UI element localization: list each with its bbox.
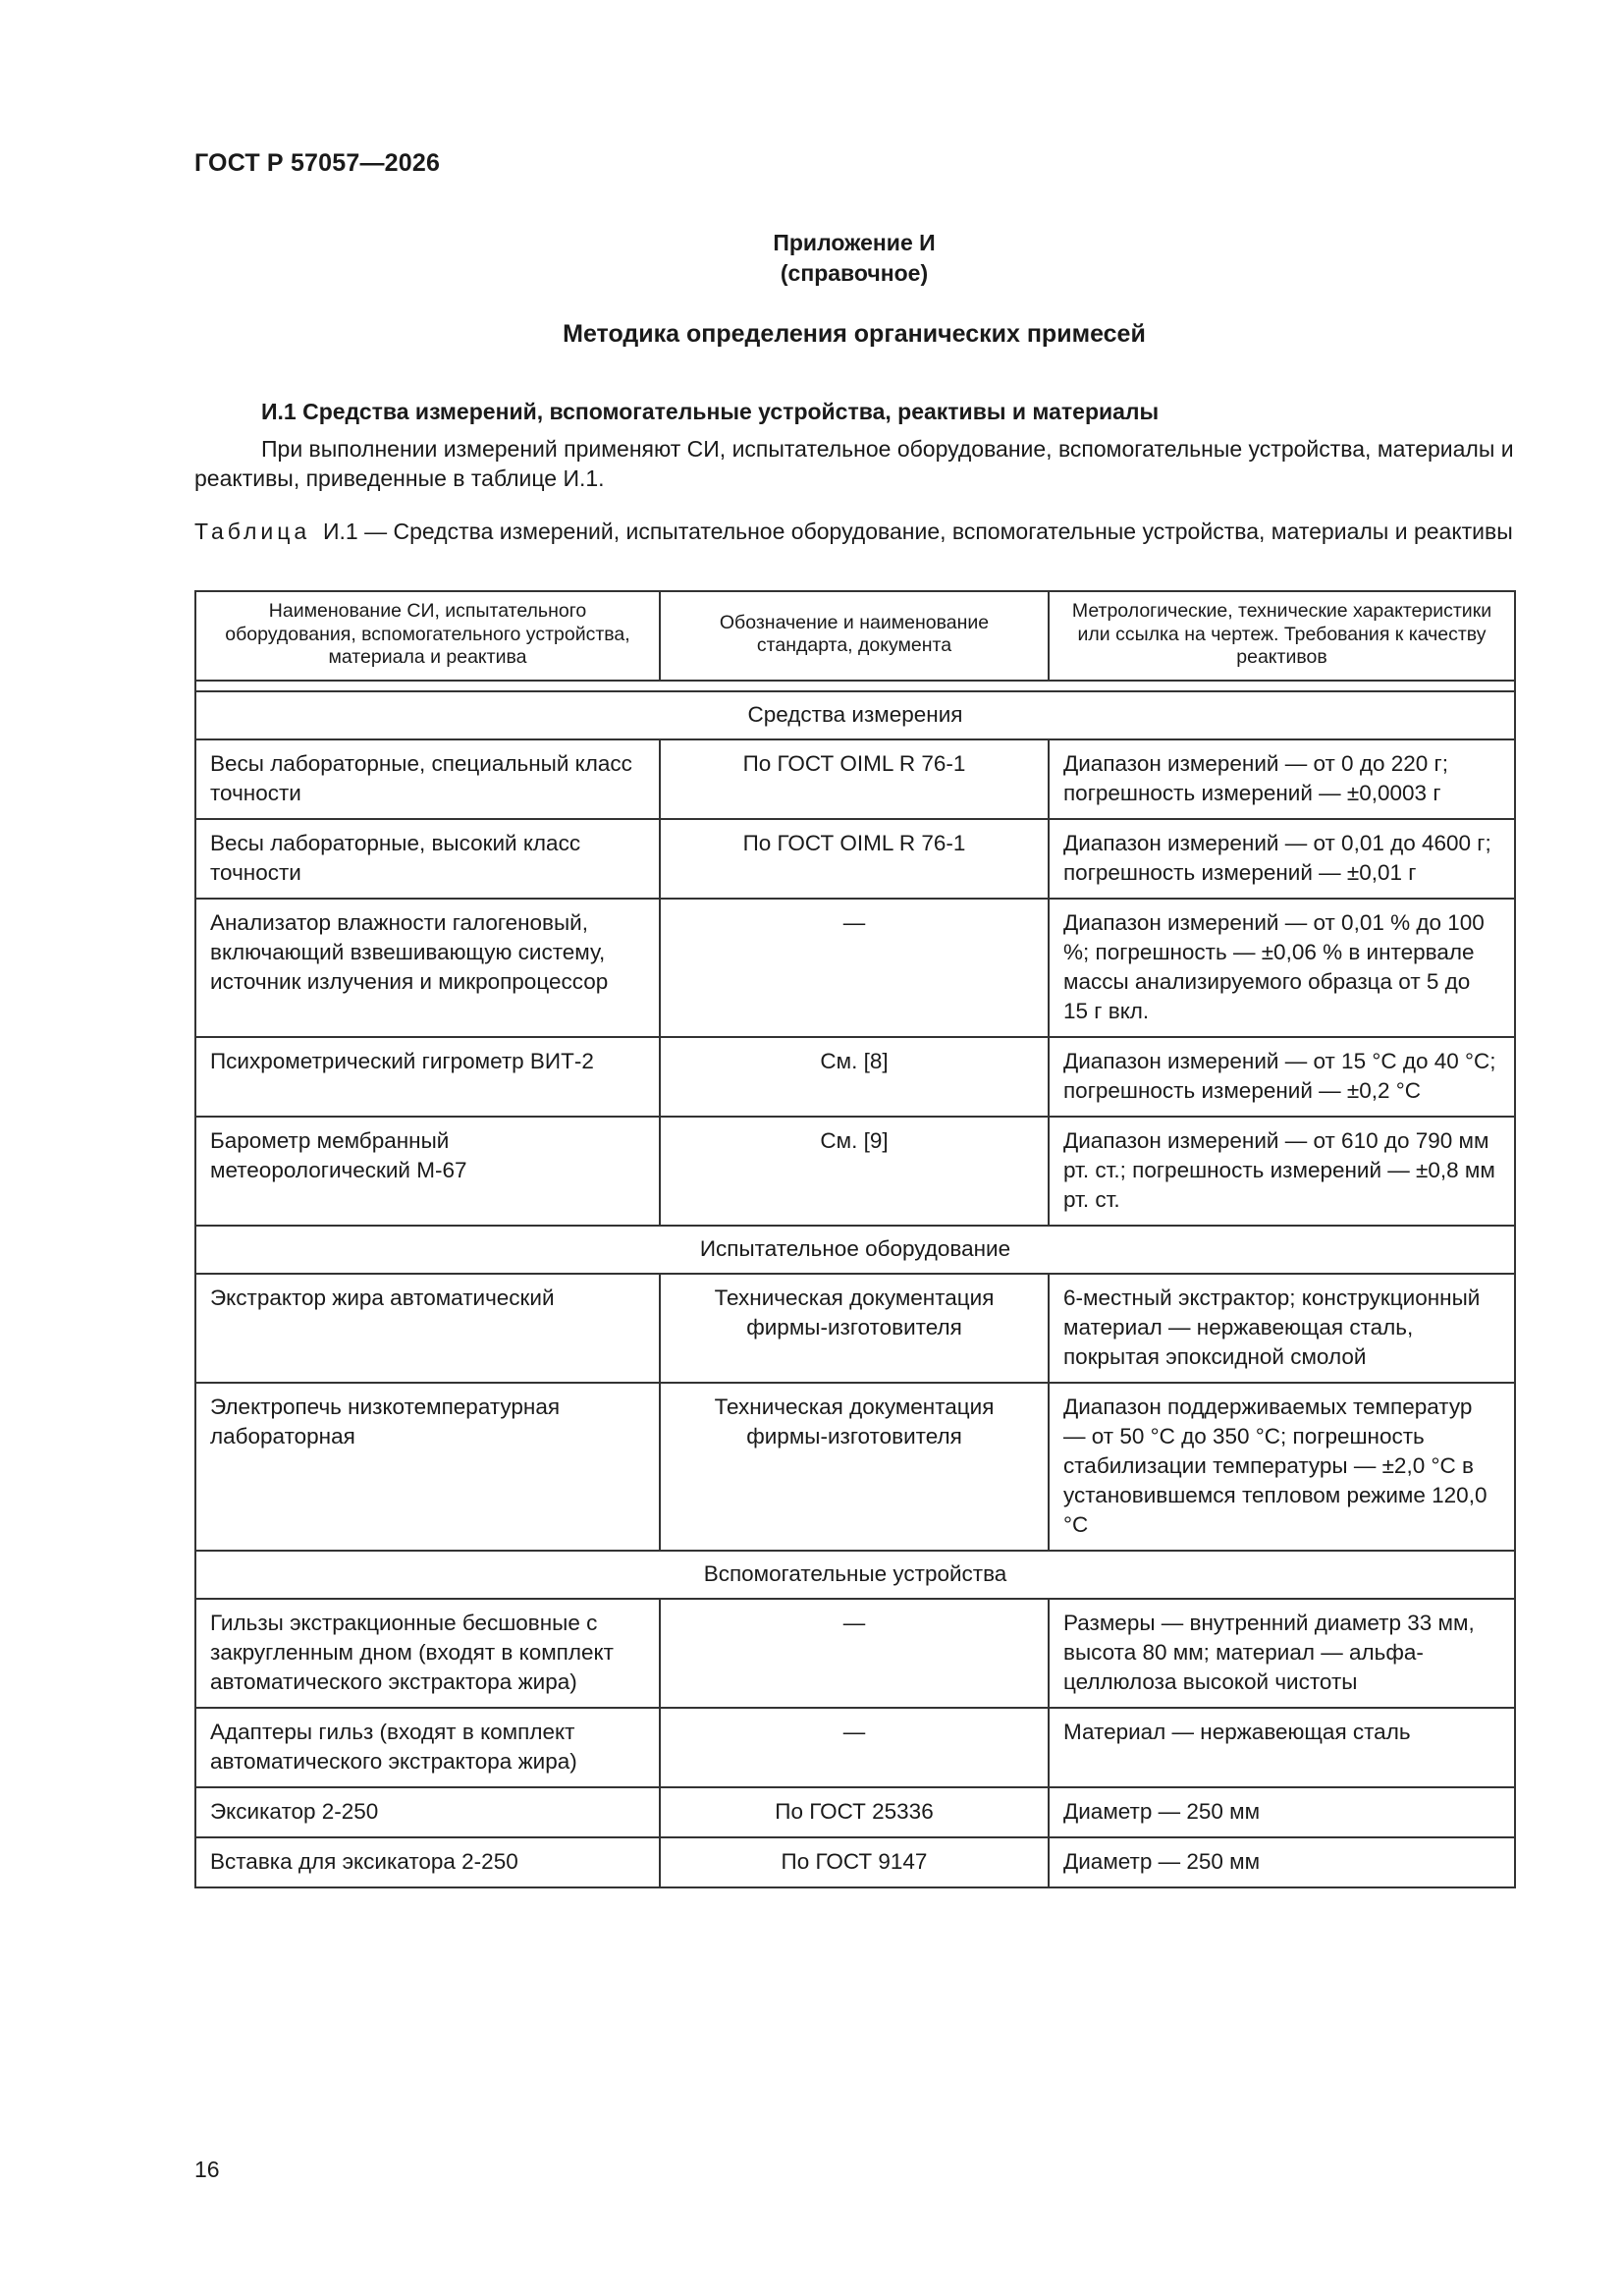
table-row — [195, 1037, 1515, 1117]
table-caption-label: Таблица — [194, 519, 311, 544]
cell-standard: По ГОСТ 9147 — [660, 1837, 1049, 1887]
cell-name: Анализатор влажности галогеновый, включающий взвешивающую систему, источник излучения и микропроцессор — [195, 899, 660, 1037]
table-row — [195, 1599, 1515, 1708]
cell-spec: 6-местный экстрактор; конструкционный материал — нержавеющая сталь, покрытая эпоксидной смолой — [1049, 1274, 1515, 1383]
appendix-heading — [194, 228, 1514, 289]
cell-standard: Техническая документация фирмы-изготовителя — [660, 1383, 1049, 1551]
cell-standard: По ГОСТ OIML R 76-1 — [660, 739, 1049, 819]
cell-name: Эксикатор 2-250 — [195, 1787, 660, 1837]
cell-name: Экстрактор жира автоматический — [195, 1274, 660, 1383]
cell-standard: По ГОСТ 25336 — [660, 1787, 1049, 1837]
cell-spec: Диапазон измерений — от 15 °С до 40 °С; погрешность измерений — ±0,2 °С — [1049, 1037, 1515, 1117]
table-row — [195, 1708, 1515, 1787]
cell-name: Психрометрический гигрометр ВИТ-2 — [195, 1037, 660, 1117]
cell-standard: — — [660, 1708, 1049, 1787]
table-body — [195, 681, 1515, 1887]
section-intro: При выполнении измерений применяют СИ, испытательное оборудование, вспомогательные устройства, материалы и реактивы, приведенные в таблице И.1. — [194, 436, 1514, 491]
cell-spec: Диапазон измерений — от 0,01 % до 100 %; погрешность — ±0,06 % в интервале массы анализируемого образца от 5 до 15 г вкл. — [1049, 899, 1515, 1037]
cell-spec: Диаметр — 250 мм — [1049, 1837, 1515, 1887]
column-header-name: Наименование СИ, испытательного оборудования, вспомогательного устройства, материала и реактива — [195, 591, 660, 681]
cell-spec: Диапазон поддерживаемых температур — от 50 °С до 350 °С; погрешность стабилизации температуры — ±2,0 °С в установившемся тепловом режиме 120,0 °С — [1049, 1383, 1515, 1551]
group-row — [195, 1551, 1515, 1599]
table-row — [195, 739, 1515, 819]
table-row — [195, 1787, 1515, 1837]
table-caption — [194, 518, 1514, 546]
table-header-row — [195, 591, 1515, 681]
column-header-standard: Обозначение и наименование стандарта, документа — [660, 591, 1049, 681]
table-row — [195, 1383, 1515, 1551]
group-title: Средства измерения — [195, 691, 1515, 739]
cell-name: Адаптеры гильз (входят в комплект автоматического экстрактора жира) — [195, 1708, 660, 1787]
table-row — [195, 1117, 1515, 1226]
group-title: Испытательное оборудование — [195, 1226, 1515, 1274]
group-row — [195, 691, 1515, 739]
table-row — [195, 1274, 1515, 1383]
method-title: Методика определения органических примесей — [563, 320, 1146, 348]
table-row — [195, 899, 1515, 1037]
cell-spec: Диаметр — 250 мм — [1049, 1787, 1515, 1837]
appendix-status: (справочное) — [780, 260, 929, 286]
appendix-title: Приложение И — [773, 230, 936, 255]
cell-name: Весы лабораторные, специальный класс точности — [195, 739, 660, 819]
cell-spec: Диапазон измерений — от 0,01 до 4600 г; погрешность измерений — ±0,01 г — [1049, 819, 1515, 899]
cell-name: Электропечь низкотемпературная лабораторная — [195, 1383, 660, 1551]
cell-standard: См. [9] — [660, 1117, 1049, 1226]
cell-name: Гильзы экстракционные бесшовные с закругленным дном (входят в комплект автоматического экстрактора жира) — [195, 1599, 660, 1708]
cell-standard: Техническая документация фирмы-изготовителя — [660, 1274, 1049, 1383]
cell-name: Вставка для эксикатора 2-250 — [195, 1837, 660, 1887]
equipment-table — [194, 590, 1516, 1888]
cell-spec: Диапазон измерений — от 610 до 790 мм рт. ст.; погрешность измерений — ±0,8 мм рт. ст. — [1049, 1117, 1515, 1226]
cell-spec: Размеры — внутренний диаметр 33 мм, высота 80 мм; материал — альфа-целлюлоза высокой чистоты — [1049, 1599, 1515, 1708]
cell-standard: По ГОСТ OIML R 76-1 — [660, 819, 1049, 899]
group-title: Вспомогательные устройства — [195, 1551, 1515, 1599]
cell-name: Весы лабораторные, высокий класс точности — [195, 819, 660, 899]
cell-standard: — — [660, 1599, 1049, 1708]
cell-standard: См. [8] — [660, 1037, 1049, 1117]
document-code: ГОСТ Р 57057—2026 — [194, 149, 441, 177]
cell-spec: Диапазон измерений — от 0 до 220 г; погрешность измерений — ±0,0003 г — [1049, 739, 1515, 819]
group-row — [195, 1226, 1515, 1274]
table-row — [195, 1837, 1515, 1887]
cell-name: Барометр мембранный метеорологический М-67 — [195, 1117, 660, 1226]
cell-standard: — — [660, 899, 1049, 1037]
table-caption-text: И.1 — Средства измерений, испытательное оборудование, вспомогательные устройства, материалы и реактивы — [322, 519, 1513, 544]
page-number: 16 — [194, 2157, 220, 2182]
section-heading: И.1 Средства измерений, вспомогательные устройства, реактивы и материалы — [261, 399, 1160, 424]
cell-spec: Материал — нержавеющая сталь — [1049, 1708, 1515, 1787]
header-spacer-row — [195, 681, 1515, 691]
column-header-spec: Метрологические, технические характеристики или ссылка на чертеж. Требования к качеству реактивов — [1049, 591, 1515, 681]
table-row — [195, 819, 1515, 899]
